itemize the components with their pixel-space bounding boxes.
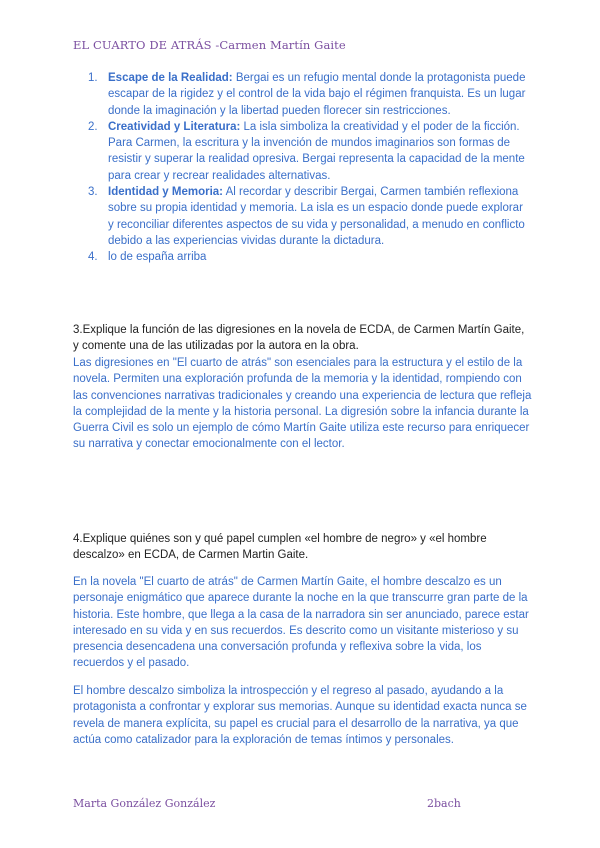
- list-number: 2.: [88, 120, 98, 133]
- list-item-term: Escape de la Realidad:: [108, 72, 233, 84]
- list-item-text: La isla simboliza la creatividad y el poder de la ficción. Para Carmen, la escritura y la invención de mundos imaginarios son formas de resistir y superar la realidad opresiva. Bergai representa la capacidad de la mente para crear y recrear realidades alternativas.: [108, 120, 525, 182]
- list-item: [88, 184, 528, 249]
- list-item-term: Identidad y Memoria:: [108, 186, 224, 199]
- list-item: [88, 119, 528, 184]
- footer-author: Marta González González: [73, 797, 216, 810]
- question-4-prompt: 4.Explique quiénes son y qué papel cumplen «el hombre de negro» y «el hombre descalzo» en ECDA, de Carmen Martin Gaite.: [73, 533, 487, 562]
- question-3-answer: Las digresiones en "El cuarto de atrás" son esenciales para la estructura y el estilo de la novela. Permiten una exploración profunda de la memoria y la identidad, rompiendo con las convenciones narrativas tradicionales y creando una experiencia de lectura que refleja la complejidad de la mente y la historia personal. La digresión sobre la infancia durante la Guerra Civil es solo un ejemplo de cómo Martín Gaite utiliza este recurso para enriquecer su narrativa y conectar emocionalmente con el lector.: [73, 357, 532, 451]
- footer-course: 2bach: [427, 797, 461, 810]
- question-4-answer-paragraph-1: En la novela "El cuarto de atrás" de Carmen Martín Gaite, el hombre descalzo es un personaje enigmático que aparece durante la noche en la que transcurre gran parte de la historia. Este hombre, que llega a la casa de la narradora sin ser anunciado, parece estar interesado en su vida y en sus recuerdos. Es descrito como un visitante misterioso y su presencia desencadena una conversación profunda y reflexiva sobre la vida, los recuerdos y el pasado.: [73, 576, 529, 670]
- list-item: [88, 70, 528, 119]
- list-item-text: Bergai es un refugio mental donde la protagonista puede escapar de la rigidez y el control de la vida bajo el régimen franquista. Es un lugar donde la imaginación y la libertad pueden florecer sin restricciones.: [108, 72, 526, 117]
- question-4-answer-paragraph-2: El hombre descalzo simboliza la introspección y el regreso al pasado, ayudando a la protagonista a confrontar y explorar sus memorias. Aunque su identidad exacta nunca se revela de manera explícita, su papel es crucial para el desarrollo de la narrativa, ya que actúa como catalizador para la exploración de temas íntimos y personales.: [73, 685, 527, 746]
- page-header: EL CUARTO DE ATRÁS -Carmen Martín Gaite: [73, 38, 346, 52]
- list-number: 1.: [88, 72, 98, 84]
- list-item-text: Al recordar y describir Bergai, Carmen también reflexiona sobre su propia identidad y memoria. La isla es un espacio donde puede explorar y reconciliar diferentes aspectos de su vida y personalidad, a menudo en conflicto debido a las experiencias vividas durante la dictadura.: [108, 186, 525, 247]
- list-item-text: lo de españa arriba: [108, 251, 207, 264]
- list-item: [88, 249, 528, 265]
- numbered-list: [88, 70, 528, 266]
- list-item-term: Creatividad y Literatura:: [108, 120, 241, 133]
- list-number: 4.: [88, 251, 98, 264]
- question-3-prompt: 3.Explique la función de las digresiones en la novela de ECDA, de Carmen Martín Gaite, y comente una de las utilizadas por la autora en la obra.: [73, 324, 525, 353]
- list-number: 3.: [88, 186, 98, 199]
